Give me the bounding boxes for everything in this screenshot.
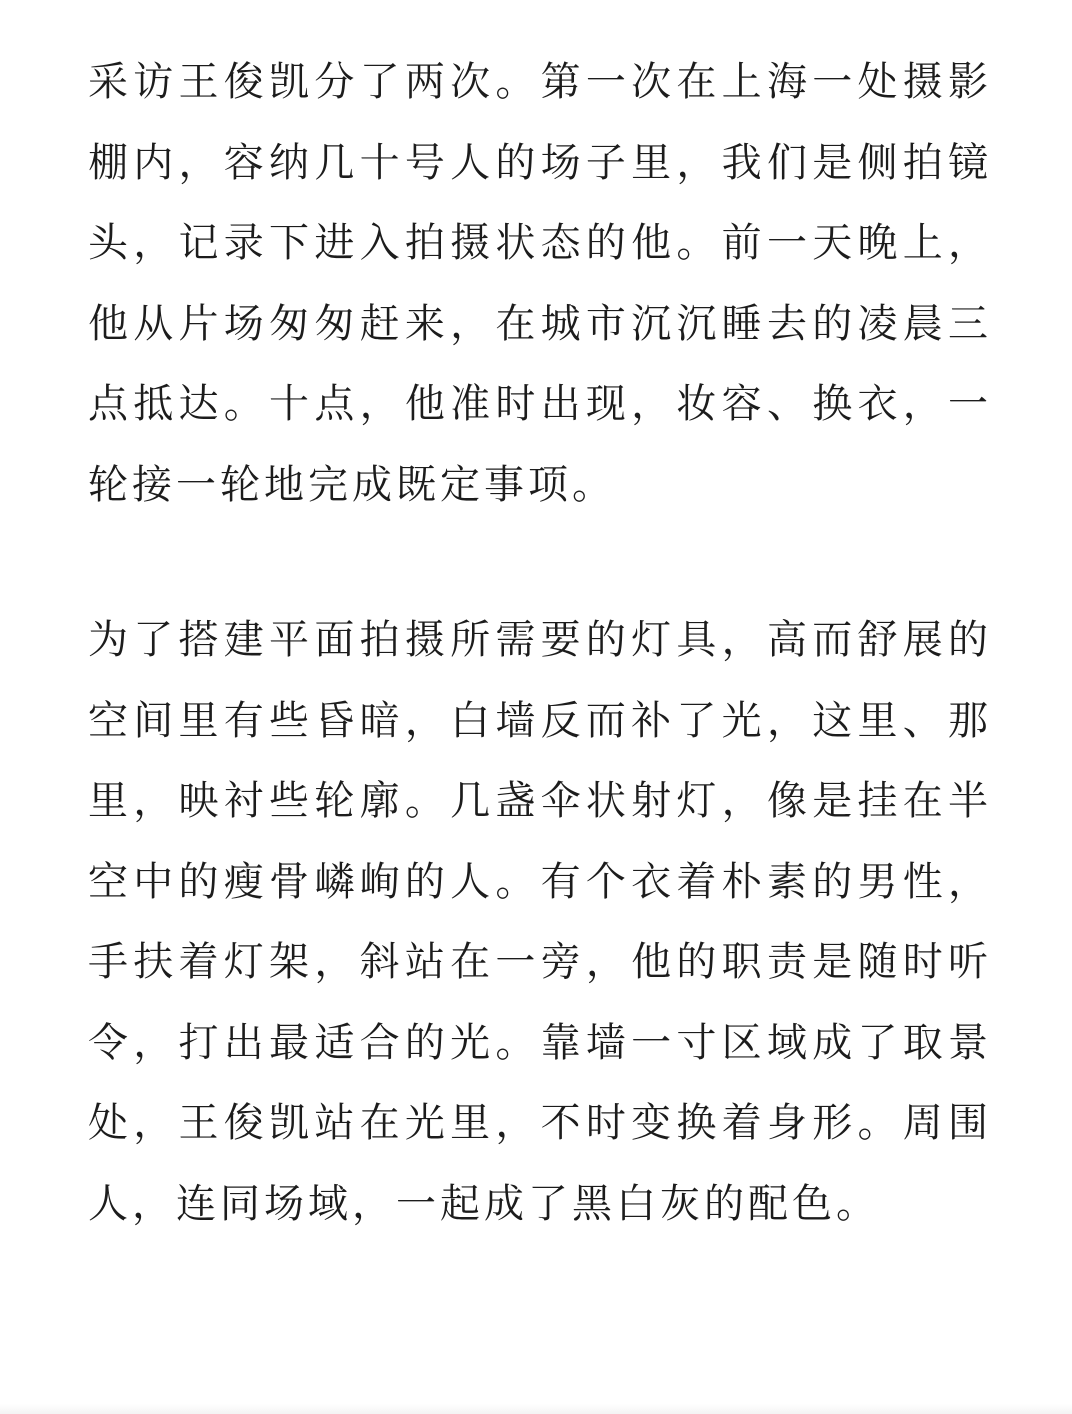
article-paragraph-1: 采访王俊凯分了两次。第一次在上海一处摄影棚内，容纳几十号人的场子里，我们是侧拍镜头，记录下进入拍摄状态的他。前一天晚上，他从片场匆匆赶来，在城市沉沉睡去的凌晨三点抵达。十点，他准时出现，妆容、换衣，一轮接一轮地完成既定事项。: [88, 59, 992, 508]
article-paragraph-2: 为了搭建平面拍摄所需要的灯具，高而舒展的空间里有些昏暗，白墙反而补了光，这里、那里，映衬些轮廓。几盏伞状射灯，像是挂在半空中的瘦骨嶙峋的人。有个衣着朴素的男性，手扶着灯架，斜站在一旁，他的职责是随时听令，打出最适合的光。靠墙一寸区域成了取景处，王俊凯站在光里，不时变换着身形。周围人，连同场域，一起成了黑白灰的配色。: [88, 617, 992, 1227]
article-body: [88, 42, 992, 1244]
bottom-edge-shadow: [0, 1404, 1072, 1414]
